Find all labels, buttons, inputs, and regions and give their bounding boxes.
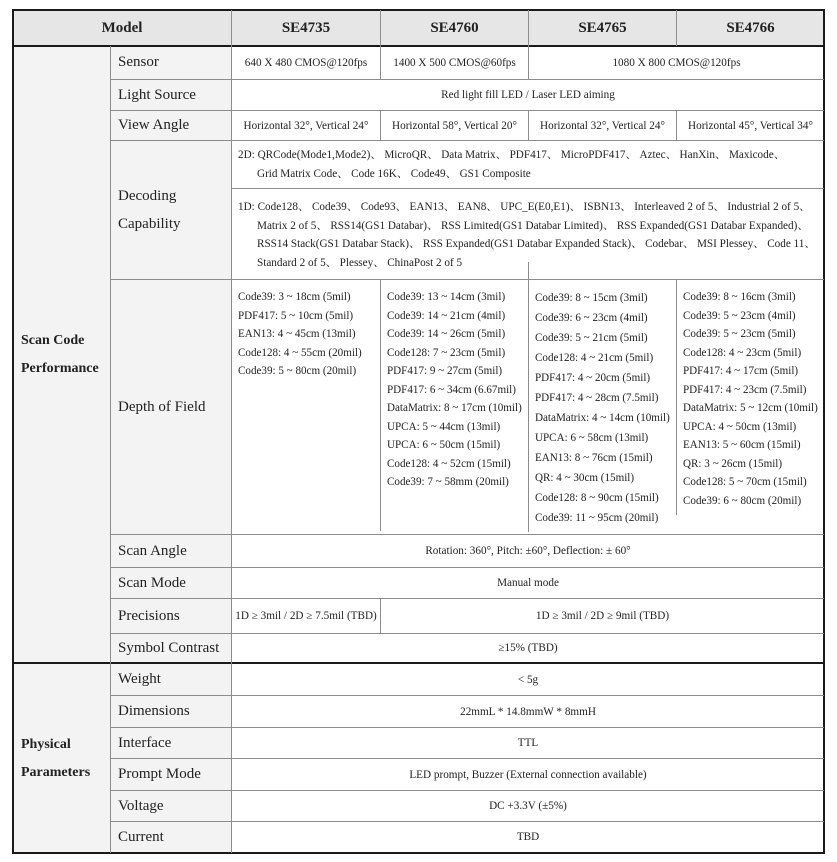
- row-label-weight: Weight: [118, 671, 161, 687]
- row-label-depth-of-field: Depth of Field: [118, 398, 206, 415]
- dof-item: PDF417: 4 ~ 20cm (5mil): [535, 372, 651, 384]
- precisions-se4735: 1D ≥ 3mil / 2D ≥ 7.5mil (TBD): [235, 610, 377, 622]
- dof-item: QR: 4 ~ 30cm (15mil): [535, 472, 635, 484]
- border-bottom: [13, 852, 825, 854]
- dof-item: Code39: 3 ~ 18cm (5mil): [238, 291, 351, 303]
- dof-item: Code39: 14 ~ 21cm (4mil): [387, 309, 506, 322]
- dof-item: PDF417: 9 ~ 27cm (5mil): [387, 365, 503, 377]
- dof-item: EAN13: 5 ~ 60cm (15mil): [683, 439, 801, 451]
- dof-item: Code39: 14 ~ 26cm (5mil): [387, 328, 506, 340]
- dof-item: PDF417: 4 ~ 23cm (7.5mil): [683, 383, 807, 396]
- dof-item: Code128: 4 ~ 21cm (5mil): [535, 352, 654, 364]
- sensor-se4735: 640 X 480 CMOS@120fps: [244, 57, 368, 69]
- dof-item: Code39: 5 ~ 23cm (5mil): [683, 328, 796, 340]
- group-label-physical: Physical Parameters: [21, 736, 91, 780]
- dof-item: EAN13: 4 ~ 45cm (13mil): [238, 328, 356, 340]
- dof-item: UPCA: 6 ~ 58cm (13mil): [535, 432, 649, 444]
- light-source-value: Red light fill LED / Laser LED aiming: [441, 89, 615, 101]
- scan-mode-value: Manual mode: [497, 577, 559, 589]
- dof-item: DataMatrix: 8 ~ 17cm (10mil): [387, 402, 522, 414]
- voltage-value: DC +3.3V (±5%): [489, 800, 567, 812]
- dof-item: Code128: 4 ~ 55cm (20mil): [238, 346, 362, 359]
- prompt-mode-value: LED prompt, Buzzer (External connection available): [409, 768, 647, 781]
- dof-item: Code39: 7 ~ 58mm (20mil): [387, 476, 509, 488]
- row-label-symbol-contrast: Symbol Contrast: [118, 639, 220, 656]
- row-label-current: Current: [118, 828, 164, 845]
- dof-item: Code39: 5 ~ 21cm (5mil): [535, 332, 648, 344]
- col-header-se4760: SE4760: [430, 20, 479, 36]
- weight-value: < 5g: [517, 673, 539, 686]
- view-angle-se4765: Horizontal 32°, Vertical 24°: [540, 119, 665, 132]
- row-label-scan-mode: Scan Mode: [118, 574, 186, 591]
- col-header-se4735: SE4735: [281, 20, 331, 36]
- row-label-decoding: Decoding Capability: [118, 188, 181, 232]
- dof-item: QR: 3 ~ 26cm (15mil): [683, 457, 783, 470]
- dof-item: Code39: 11 ~ 95cm (20mil): [535, 512, 659, 524]
- dof-item: Code39: 8 ~ 16cm (3mil): [683, 291, 796, 303]
- interface-value: TTL: [517, 737, 539, 749]
- view-angle-se4760: Horizontal 58°, Vertical 20°: [392, 119, 517, 132]
- dof-item: EAN13: 8 ~ 76cm (15mil): [535, 452, 653, 464]
- decoding-1d: 1D: Code128、 Code39、 Code93、 EAN13、 EAN8、 UPC_E(E0,E1)、 ISBN13、 Interleaved 2 of 5、 Industrial 2 of 5、 Matrix 2 of 5、 RSS14(GS1 Databar)、 RSS Limited(GS1 Databar Limited)、 RSS Expanded(GS1 Databar Expanded)、 RSS14 Stack(GS1 Databar Stack)、 RSS Expanded(GS1 Databar Expanded Stack)、 Codebar、 MSI Plessey、 Code 11、 Standard 2 of 5、 Plessey、 ChinaPost 2 of 5: [238, 201, 816, 269]
- dof-item: Code39: 5 ~ 80cm (20mil): [238, 365, 357, 377]
- row-label-precisions: Precisions: [118, 607, 180, 624]
- row-label-dimensions: Dimensions: [118, 703, 190, 719]
- dof-se4760: [381, 288, 528, 492]
- dof-item: Code39: 13 ~ 14cm (3mil): [387, 291, 506, 303]
- precisions-others: 1D ≥ 3mil / 2D ≥ 9mil (TBD): [535, 610, 670, 622]
- group-label-scan-code: Scan Code Performance: [21, 332, 99, 376]
- dof-item: UPCA: 4 ~ 50cm (13mil): [683, 420, 797, 433]
- dof-item: Code39: 6 ~ 80cm (20mil): [683, 494, 802, 507]
- dof-se4766: [677, 288, 824, 510]
- dof-item: PDF417: 5 ~ 10cm (5mil): [238, 309, 354, 322]
- row-label-sensor: Sensor: [118, 54, 159, 70]
- symbol-contrast-value: ≥15% (TBD): [498, 642, 558, 654]
- model-header: Model: [101, 20, 143, 36]
- grid-h-decoding-split: [231, 188, 824, 189]
- decoding-2d: 2D: QRCode(Mode1,Mode2)、 MicroQR、 Data Matrix、 PDF417、 MicroPDF417、 Aztec、 HanXin、 Maxicode、 Grid Matrix Code、 Code 16K、 Code49、 GS1 Composite: [238, 149, 785, 180]
- dof-item: Code128: 5 ~ 70cm (15mil): [683, 476, 807, 488]
- dof-item: UPCA: 5 ~ 44cm (13mil): [387, 420, 501, 433]
- view-angle-se4766: Horizontal 45°, Vertical 34°: [688, 119, 813, 132]
- dof-item: Code128: 7 ~ 23cm (5mil): [387, 346, 506, 359]
- dof-item: Code128: 4 ~ 23cm (5mil): [683, 346, 802, 359]
- row-label-interface: Interface: [118, 734, 172, 751]
- view-angle-se4735: Horizontal 32°, Vertical 24°: [243, 119, 369, 132]
- dof-se4735: [232, 288, 380, 381]
- row-label-voltage: Voltage: [118, 797, 164, 814]
- dof-item: DataMatrix: 5 ~ 12cm (10mil): [683, 402, 818, 414]
- dof-item: PDF417: 6 ~ 34cm (6.67mil): [387, 383, 516, 396]
- col-header-se4766: SE4766: [726, 20, 775, 36]
- dof-item: PDF417: 4 ~ 17cm (5mil): [683, 365, 799, 377]
- dof-item: PDF417: 4 ~ 28cm (7.5mil): [535, 392, 659, 404]
- scan-angle-value: Rotation: 360°, Pitch: ±60°, Deflection: ± 60°: [425, 545, 631, 557]
- dof-item: DataMatrix: 4 ~ 14cm (10mil): [535, 412, 670, 424]
- sensor-se4760: 1400 X 500 CMOS@60fps: [393, 57, 516, 69]
- dof-item: Code39: 5 ~ 23cm (4mil): [683, 309, 796, 322]
- dof-se4765: [529, 288, 676, 528]
- dimensions-value: 22mmL * 14.8mmW * 8mmH: [460, 705, 596, 718]
- row-label-view-angle: View Angle: [118, 117, 190, 133]
- row-label-scan-angle: Scan Angle: [118, 542, 187, 559]
- dof-item: Code128: 8 ~ 90cm (15mil): [535, 492, 659, 504]
- dof-item: UPCA: 6 ~ 50cm (15mil): [387, 439, 501, 451]
- dof-item: Code39: 8 ~ 15cm (3mil): [535, 292, 648, 304]
- sensor-se4765-se4766: 1080 X 800 CMOS@120fps: [612, 57, 741, 69]
- dof-item: Code39: 6 ~ 23cm (4mil): [535, 312, 648, 324]
- dof-item: Code128: 4 ~ 52cm (15mil): [387, 457, 511, 470]
- row-label-prompt-mode: Prompt Mode: [118, 766, 201, 782]
- current-value: TBD: [516, 831, 540, 843]
- col-header-se4765: SE4765: [578, 20, 627, 36]
- row-label-light-source: Light Source: [118, 86, 196, 103]
